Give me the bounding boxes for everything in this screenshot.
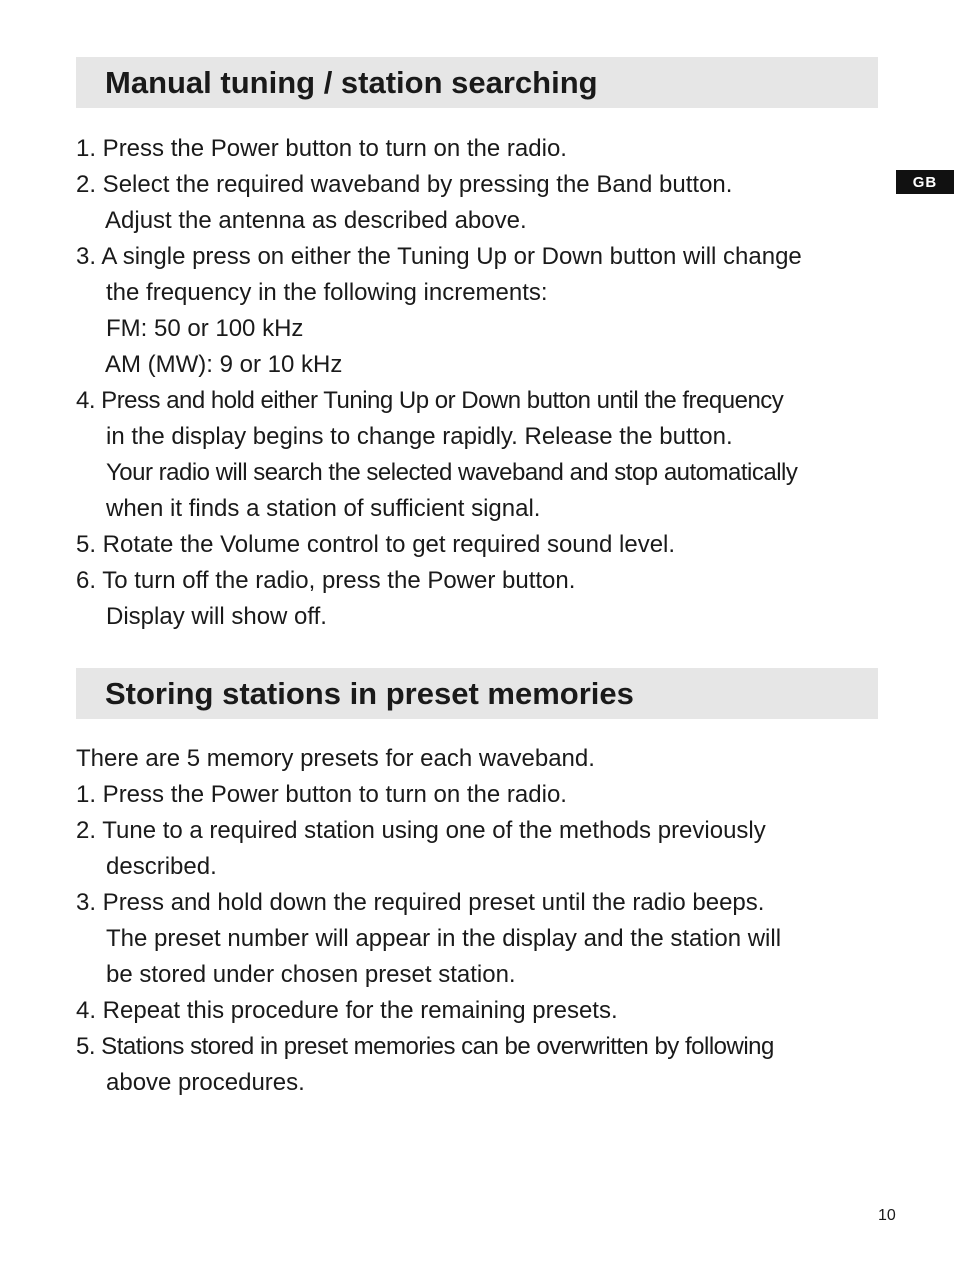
- text-line: Display will show off.: [106, 603, 327, 630]
- text-line: in the display begins to change rapidly. Release the button.: [106, 423, 733, 450]
- text-line: Adjust the antenna as described above.: [105, 207, 527, 234]
- page-number: 10: [878, 1207, 896, 1224]
- text-line: 2. Tune to a required station using one of the methods previously: [76, 817, 766, 844]
- text-line: above procedures.: [106, 1069, 305, 1096]
- text-line: 5. Rotate the Volume control to get required sound level.: [76, 531, 676, 558]
- text-line: 1. Press the Power button to turn on the radio.: [76, 135, 567, 162]
- text-line: when it finds a station of sufficient signal.: [106, 495, 541, 522]
- preset-memories-steps: [76, 741, 886, 1101]
- text-line: 4. Repeat this procedure for the remaining presets.: [76, 997, 618, 1024]
- text-line: 3. Press and hold down the required preset until the radio beeps.: [76, 889, 765, 916]
- text-line: the frequency in the following increments:: [106, 279, 548, 306]
- text-line: Your radio will search the selected waveband and stop automatically: [106, 459, 798, 486]
- text-line: AM (MW): 9 or 10 kHz: [105, 351, 343, 378]
- text-line: be stored under chosen preset station.: [106, 961, 516, 988]
- text-line: 2. Select the required waveband by pressing the Band button.: [76, 171, 733, 198]
- text-line: described.: [106, 853, 217, 880]
- section-header-preset-memories: [76, 668, 878, 719]
- text-line: 5. Stations stored in preset memories can be overwritten by following: [76, 1033, 774, 1060]
- section-title: Manual tuning / station searching: [105, 64, 598, 100]
- language-tab: GB: [896, 170, 954, 194]
- section-header-manual-tuning: [76, 57, 878, 108]
- text-line: There are 5 memory presets for each waveband.: [76, 745, 595, 772]
- text-line: The preset number will appear in the display and the station will: [106, 925, 782, 952]
- text-line: FM: 50 or 100 kHz: [106, 315, 304, 342]
- text-line: 4. Press and hold either Tuning Up or Down button until the frequency: [76, 387, 784, 414]
- text-line: 1. Press the Power button to turn on the radio.: [76, 781, 567, 808]
- text-line: 3. A single press on either the Tuning Up or Down button will change: [76, 243, 802, 270]
- section-title: Storing stations in preset memories: [105, 675, 634, 711]
- manual-tuning-steps: [76, 131, 886, 635]
- text-line: 6. To turn off the radio, press the Power button.: [76, 567, 576, 594]
